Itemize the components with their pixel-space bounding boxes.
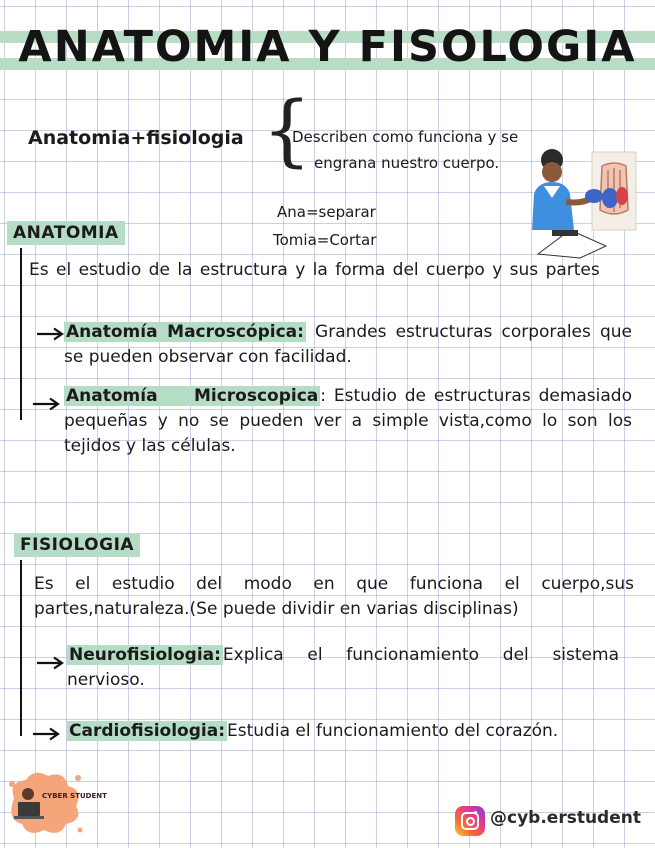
- desc-neurofisiologia: Explica el funcionamiento del sistema nervioso.: [67, 645, 619, 690]
- page-title: ANATOMIA Y FISOLOGIA: [18, 22, 637, 72]
- fisiologia-definition: Es el estudio del modo en que funciona el cuerpo,sus partes,naturaleza.(Se puede dividir en varias disciplinas): [34, 574, 634, 619]
- term-anatomia-macroscopica: Anatomía Macroscópica:: [66, 322, 304, 342]
- doctor-illustration-icon: [530, 146, 638, 258]
- fisiologia-item-neurofisiologia: [67, 643, 619, 693]
- term-cardiofisiologia: Cardiofisiologia:: [69, 721, 226, 741]
- instagram-icon[interactable]: [455, 806, 485, 836]
- anatomia-item-macroscopica: [64, 320, 632, 370]
- anatomia-item-microscopica: [64, 384, 632, 459]
- anatomia-timeline: [20, 248, 22, 420]
- curly-brace-icon: {: [262, 86, 312, 176]
- etymology-ana: Ana=separar: [277, 203, 376, 221]
- anatomia-definition: Es el estudio de la estructura y la forma del cuerpo y sus partes: [29, 260, 600, 280]
- arrow-right-icon: [32, 727, 60, 741]
- desc-anatomia-macroscopica: Grandes estructuras corporales que se pueden observar con facilidad.: [64, 322, 632, 367]
- desc-cardiofisiologia: Estudia el funcionamiento del corazón.: [227, 721, 559, 741]
- arrow-right-icon: [32, 397, 60, 411]
- desc-anatomia-microscopica: : Estudio de estructuras demasiado pequeñas y no se pueden ver a simple vista,como lo son los tejidos y las células.: [64, 386, 632, 456]
- anatomia-heading: ANATOMIA: [7, 221, 125, 245]
- fisiologia-heading: FISIOLOGIA: [14, 533, 140, 557]
- arrow-right-icon: [36, 656, 64, 670]
- fisiologia-timeline: [20, 560, 22, 736]
- fisiologia-item-cardiofisiologia: [67, 719, 619, 744]
- instagram-icon-lens: [466, 817, 475, 826]
- intro-description-line2: engrana nuestro cuerpo.: [314, 154, 500, 172]
- arrow-right-icon: [36, 327, 64, 341]
- cyber-student-logo: [4, 768, 107, 840]
- term-neurofisiologia: Neurofisiologia:: [69, 645, 221, 665]
- intro-description-line1: Describen como funciona y se: [292, 128, 519, 146]
- instagram-handle[interactable]: @cyb.erstudent: [490, 808, 641, 828]
- etymology: [273, 198, 376, 254]
- etymology-tomia: Tomia=Cortar: [273, 231, 377, 249]
- logo-text: CYBER STUDENT: [42, 792, 107, 800]
- instagram-icon-flash: [474, 811, 477, 814]
- intro-description: [292, 124, 552, 176]
- term-anatomia-microscopica: Anatomía Microscopica: [66, 386, 319, 406]
- intro-term: Anatomia+fisiologia: [28, 127, 244, 149]
